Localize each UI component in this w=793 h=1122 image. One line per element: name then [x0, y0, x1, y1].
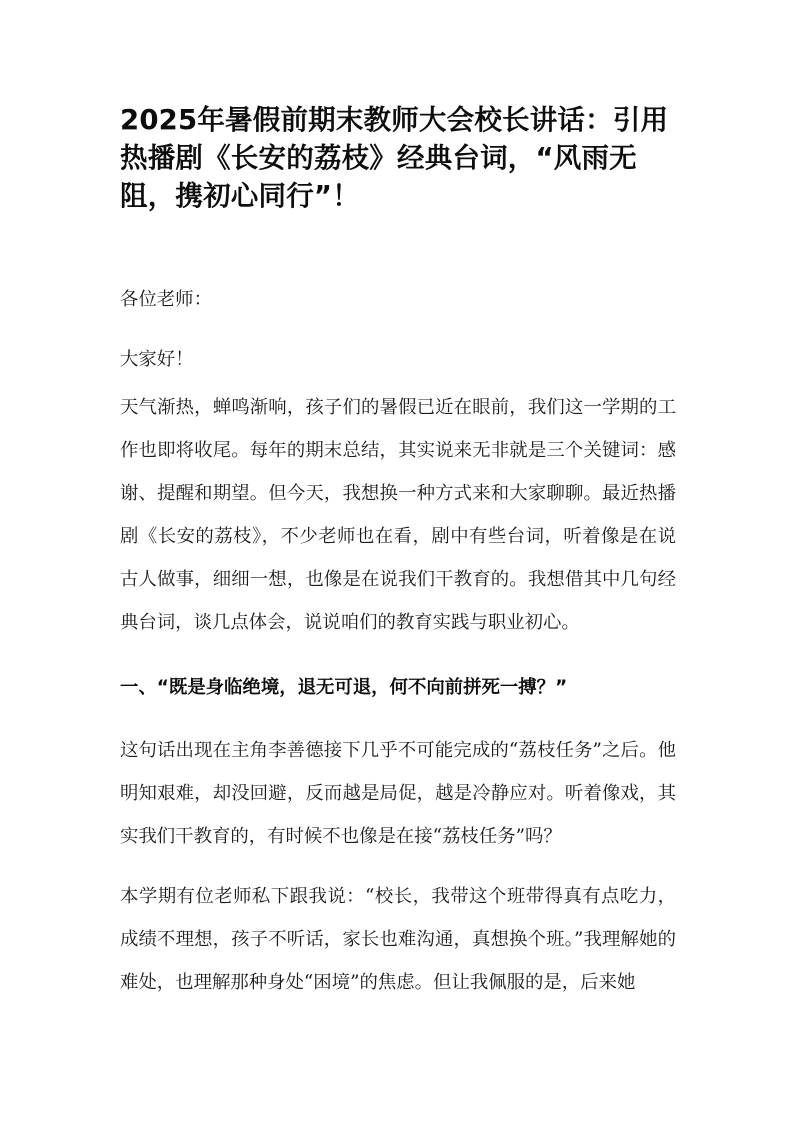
section-heading-1: 一、“既是身临绝境，退无可退，何不向前拼死一搏？” — [120, 677, 568, 698]
section-1-paragraph-1: 这句话出现在主角李善德接下几乎不可能完成的“荔枝任务”之后。他明知艰难，却没回避，反而越是局促，越是冷静应对。听着像戏，其实我们干教育的，有时候不也像是在接“荔枝任务”吗？ — [120, 740, 676, 847]
salutation: 各位老师： — [120, 289, 212, 310]
greeting: 大家好！ — [120, 349, 194, 370]
document-title: 2025年暑假前期末教师大会校长讲话：引用热播剧《长安的荔枝》经典台词，“风雨无阻，携初心同行”！ — [120, 104, 669, 212]
intro-paragraph: 天气渐热，蝉鸣渐响，孩子们的暑假已近在眼前，我们这一学期的工作也即将收尾。每年的期末总结，其实说来无非就是三个关键词：感谢、提醒和期望。但今天，我想换一种方式来和大家聊聊。最近热播剧《长安的荔枝》，不少老师也在看，剧中有些台词，听着像是在说古人做事，细细一想，也像是在说我们干教育的。我想借其中几句经典台词，谈几点体会，说说咱们的教育实践与职业初心。 — [120, 397, 676, 633]
section-1-paragraph-2: 本学期有位老师私下跟我说：“校长，我带这个班带得真有点吃力，成绩不理想，孩子不听话，家长也难沟通，真想换个班。”我理解她的难处，也理解那种身处“困境”的焦虑。但让我佩服的是，后来她 — [120, 886, 676, 993]
